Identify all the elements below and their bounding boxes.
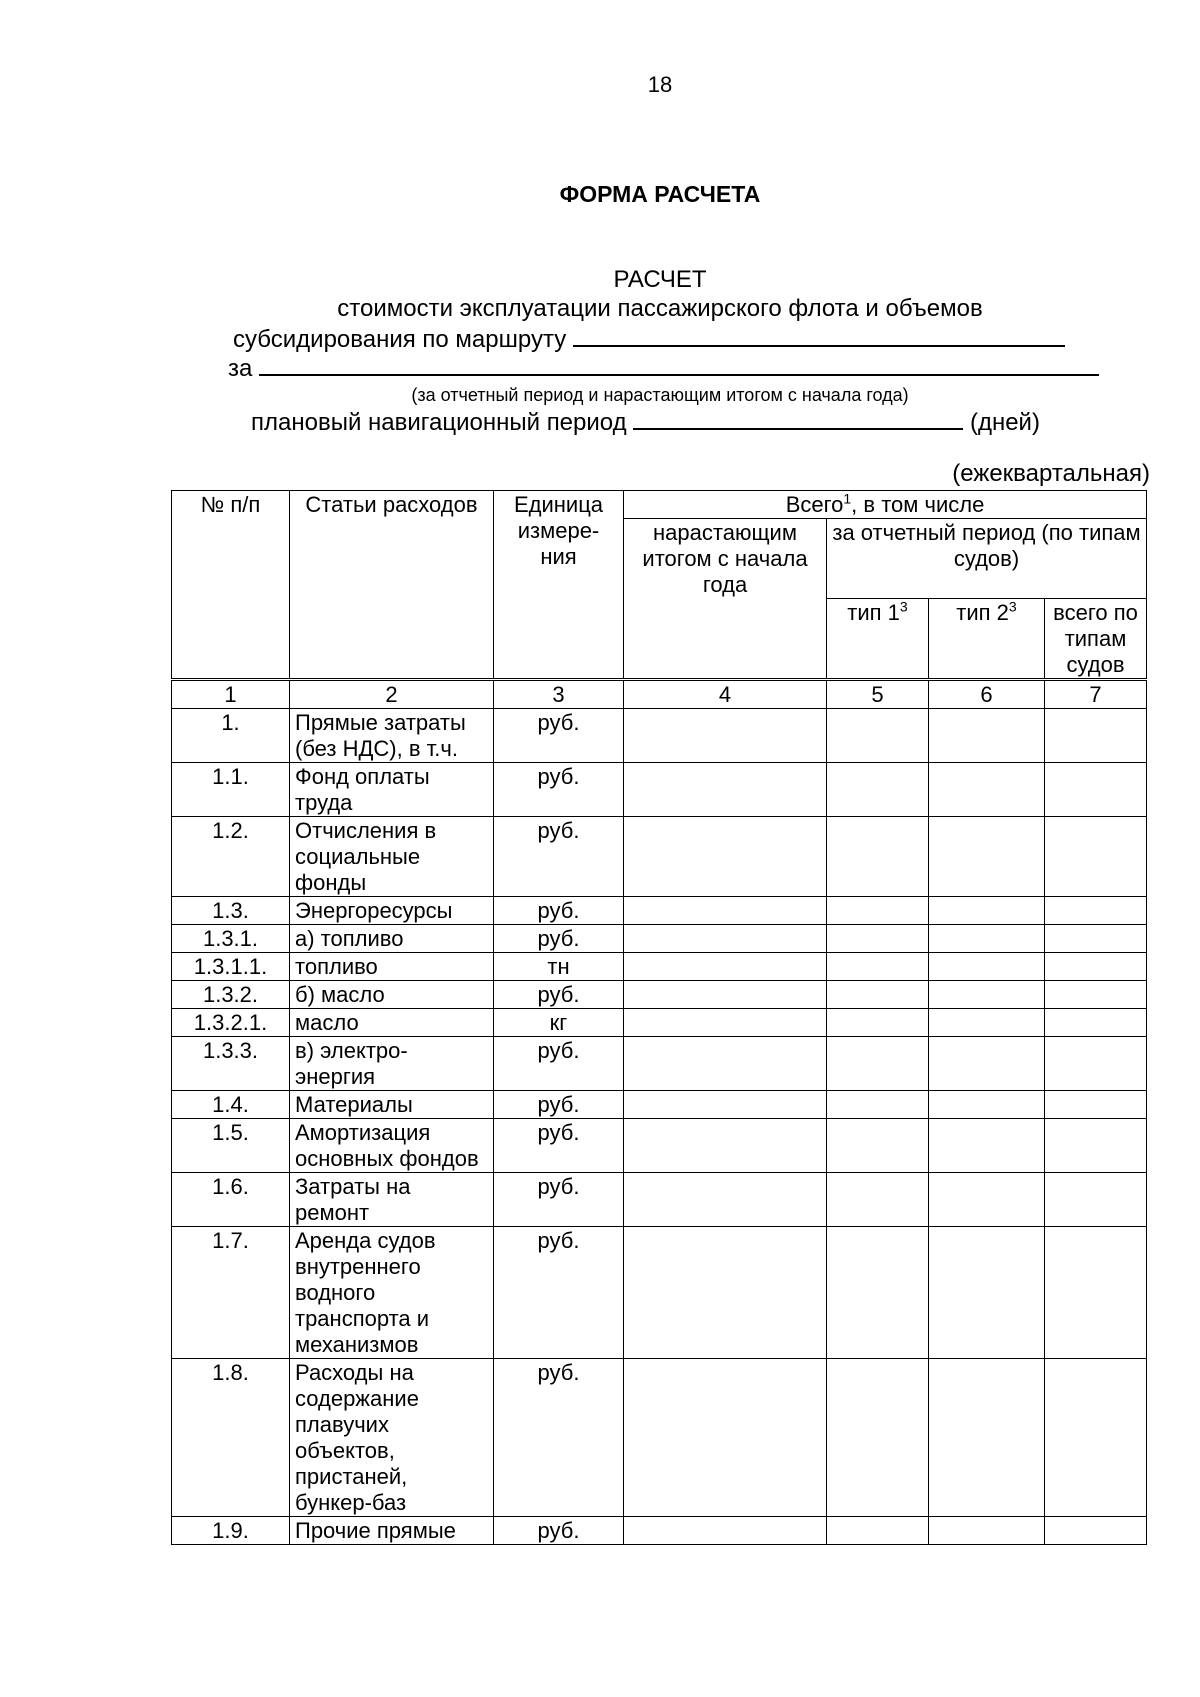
- frequency-label: (ежеквартальная): [952, 460, 1150, 487]
- value-cell-type-1[interactable]: [827, 925, 929, 953]
- row-unit: руб.: [494, 763, 624, 817]
- row-number: 1.3.2.1.: [172, 1009, 290, 1037]
- value-cell-all-types[interactable]: [1045, 1119, 1147, 1173]
- row-item: б) масло: [290, 981, 494, 1009]
- value-cell-cumulative[interactable]: [624, 953, 827, 981]
- table-row: [172, 1517, 1147, 1545]
- column-numbers-row: [172, 680, 1147, 709]
- value-cell-all-types[interactable]: [1045, 1227, 1147, 1359]
- table-row: [172, 897, 1147, 925]
- value-cell-type-1[interactable]: [827, 817, 929, 897]
- footnote-3-marker: 3: [1008, 598, 1017, 615]
- row-unit: руб.: [494, 709, 624, 763]
- value-cell-type-1[interactable]: [827, 763, 929, 817]
- value-cell-all-types[interactable]: [1045, 1037, 1147, 1091]
- row-item: Затраты на ремонт: [290, 1173, 494, 1227]
- value-cell-type-2[interactable]: [929, 1173, 1045, 1227]
- value-cell-type-2[interactable]: [929, 1037, 1045, 1091]
- table-row: [172, 981, 1147, 1009]
- period-label: за: [228, 355, 253, 382]
- table-row: [172, 817, 1147, 897]
- row-number: 1.7.: [172, 1227, 290, 1359]
- period-input-line[interactable]: [259, 374, 1099, 376]
- row-item: Расходы на содержание плавучих объектов, пристаней, бункер-баз: [290, 1359, 494, 1517]
- route-line: [233, 326, 1065, 354]
- value-cell-type-1[interactable]: [827, 1359, 929, 1517]
- row-unit: руб.: [494, 1173, 624, 1227]
- value-cell-cumulative[interactable]: [624, 1091, 827, 1119]
- header-type-1-label: тип 1: [847, 600, 900, 625]
- value-cell-cumulative[interactable]: [624, 1037, 827, 1091]
- value-cell-all-types[interactable]: [1045, 1009, 1147, 1037]
- heading-line-1: стоимости эксплуатации пассажирского флота и объемов: [337, 295, 983, 322]
- column-number: 5: [827, 680, 929, 709]
- header-type-2: [929, 599, 1045, 680]
- row-item: масло: [290, 1009, 494, 1037]
- table-row: [172, 1173, 1147, 1227]
- value-cell-type-2[interactable]: [929, 763, 1045, 817]
- value-cell-all-types[interactable]: [1045, 897, 1147, 925]
- row-number: 1.3.2.: [172, 981, 290, 1009]
- header-unit: Единица измере- ния: [494, 491, 624, 680]
- value-cell-type-1[interactable]: [827, 1037, 929, 1091]
- row-number: 1.8.: [172, 1359, 290, 1517]
- route-label: субсидирования по маршруту: [233, 326, 567, 353]
- row-number: 1.3.: [172, 897, 290, 925]
- column-number: 6: [929, 680, 1045, 709]
- row-item: Прочие прямые: [290, 1517, 494, 1545]
- value-cell-type-1[interactable]: [827, 981, 929, 1009]
- header-total-suffix: , в том числе: [851, 492, 985, 517]
- header-all-types: всего по типам судов: [1045, 599, 1147, 680]
- row-item: Энергоресурсы: [290, 897, 494, 925]
- row-unit: руб.: [494, 1119, 624, 1173]
- value-cell-cumulative[interactable]: [624, 925, 827, 953]
- table-row: [172, 1227, 1147, 1359]
- days-label: (дней): [969, 409, 1040, 436]
- row-item: Прямые затраты (без НДС), в т.ч.: [290, 709, 494, 763]
- column-number: 2: [290, 680, 494, 709]
- value-cell-type-2[interactable]: [929, 1359, 1045, 1517]
- row-item: а) топливо: [290, 925, 494, 953]
- navigation-period-line: [251, 409, 1040, 437]
- value-cell-cumulative[interactable]: [624, 1009, 827, 1037]
- value-cell-all-types[interactable]: [1045, 953, 1147, 981]
- row-unit: руб.: [494, 897, 624, 925]
- row-unit: руб.: [494, 1359, 624, 1517]
- value-cell-type-2[interactable]: [929, 897, 1045, 925]
- value-cell-type-1[interactable]: [827, 709, 929, 763]
- value-cell-type-1[interactable]: [827, 1119, 929, 1173]
- header-type-1: [827, 599, 929, 680]
- document-title: РАСЧЕТ: [613, 266, 707, 293]
- row-number: 1.: [172, 709, 290, 763]
- table-row: [172, 953, 1147, 981]
- header-period: за отчетный период (по типам судов): [827, 519, 1147, 599]
- value-cell-type-1[interactable]: [827, 1517, 929, 1545]
- row-item: Отчисления в социальные фонды: [290, 817, 494, 897]
- row-unit: руб.: [494, 1227, 624, 1359]
- row-number: 1.5.: [172, 1119, 290, 1173]
- row-item: Фонд оплаты труда: [290, 763, 494, 817]
- form-title: ФОРМА РАСЧЕТА: [559, 181, 761, 207]
- value-cell-type-2[interactable]: [929, 1009, 1045, 1037]
- value-cell-cumulative[interactable]: [624, 981, 827, 1009]
- header-row: [172, 491, 1147, 519]
- value-cell-cumulative[interactable]: [624, 817, 827, 897]
- table-row: [172, 709, 1147, 763]
- calculation-table: [171, 490, 1147, 1545]
- row-number: 1.3.1.: [172, 925, 290, 953]
- row-item: Аренда судов внутреннего водного транспорта и механизмов: [290, 1227, 494, 1359]
- table-row: [172, 1091, 1147, 1119]
- row-number: 1.9.: [172, 1517, 290, 1545]
- header-type-2-label: тип 2: [956, 600, 1009, 625]
- row-item: Материалы: [290, 1091, 494, 1119]
- row-unit: руб.: [494, 1517, 624, 1545]
- row-item: в) электро- энергия: [290, 1037, 494, 1091]
- value-cell-type-1[interactable]: [827, 1009, 929, 1037]
- row-number: 1.2.: [172, 817, 290, 897]
- table-row: [172, 1037, 1147, 1091]
- value-cell-type-1[interactable]: [827, 1227, 929, 1359]
- table-row: [172, 1119, 1147, 1173]
- row-number: 1.1.: [172, 763, 290, 817]
- value-cell-cumulative[interactable]: [624, 897, 827, 925]
- column-number: 4: [624, 680, 827, 709]
- row-item: Амортизация основных фондов: [290, 1119, 494, 1173]
- value-cell-all-types[interactable]: [1045, 709, 1147, 763]
- value-cell-all-types[interactable]: [1045, 981, 1147, 1009]
- value-cell-type-2[interactable]: [929, 981, 1045, 1009]
- row-unit: руб.: [494, 981, 624, 1009]
- period-hint: (за отчетный период и нарастающим итогом с начала года): [411, 385, 909, 405]
- row-item: топливо: [290, 953, 494, 981]
- header-num: № п/п: [172, 491, 290, 680]
- value-cell-cumulative[interactable]: [624, 1227, 827, 1359]
- row-unit: руб.: [494, 925, 624, 953]
- column-number: 1: [172, 680, 290, 709]
- table-row: [172, 925, 1147, 953]
- value-cell-all-types[interactable]: [1045, 1173, 1147, 1227]
- footnote-3-marker: 3: [899, 598, 908, 615]
- table-row: [172, 763, 1147, 817]
- row-number: 1.4.: [172, 1091, 290, 1119]
- period-line: [228, 355, 1099, 383]
- value-cell-type-1[interactable]: [827, 897, 929, 925]
- value-cell-type-2[interactable]: [929, 1091, 1045, 1119]
- value-cell-cumulative[interactable]: [624, 1119, 827, 1173]
- page-number: 18: [647, 72, 673, 97]
- value-cell-type-1[interactable]: [827, 1091, 929, 1119]
- value-cell-cumulative[interactable]: [624, 709, 827, 763]
- value-cell-type-2[interactable]: [929, 1119, 1045, 1173]
- value-cell-all-types[interactable]: [1045, 1359, 1147, 1517]
- row-unit: тн: [494, 953, 624, 981]
- value-cell-type-2[interactable]: [929, 709, 1045, 763]
- value-cell-type-2[interactable]: [929, 1227, 1045, 1359]
- header-cumulative: нарастающим итогом с начала года: [624, 519, 827, 680]
- row-unit: кг: [494, 1009, 624, 1037]
- row-unit: руб.: [494, 817, 624, 897]
- value-cell-all-types[interactable]: [1045, 817, 1147, 897]
- row-number: 1.3.1.1.: [172, 953, 290, 981]
- header-total: [624, 491, 1147, 519]
- value-cell-type-2[interactable]: [929, 925, 1045, 953]
- route-input-line[interactable]: [573, 345, 1065, 347]
- value-cell-all-types[interactable]: [1045, 763, 1147, 817]
- row-number: 1.6.: [172, 1173, 290, 1227]
- row-unit: руб.: [494, 1091, 624, 1119]
- table-row: [172, 1359, 1147, 1517]
- navigation-period-input-line[interactable]: [633, 428, 963, 430]
- value-cell-type-2[interactable]: [929, 1517, 1045, 1545]
- header-total-prefix: Всего: [785, 492, 844, 517]
- value-cell-cumulative[interactable]: [624, 1173, 827, 1227]
- value-cell-all-types[interactable]: [1045, 925, 1147, 953]
- value-cell-type-1[interactable]: [827, 1173, 929, 1227]
- value-cell-all-types[interactable]: [1045, 1517, 1147, 1545]
- header-items: Статьи расходов: [290, 491, 494, 680]
- column-number: 7: [1045, 680, 1147, 709]
- table-row: [172, 1009, 1147, 1037]
- column-number: 3: [494, 680, 624, 709]
- value-cell-all-types[interactable]: [1045, 1091, 1147, 1119]
- value-cell-cumulative[interactable]: [624, 1359, 827, 1517]
- footnote-1-marker: 1: [843, 490, 852, 507]
- navigation-period-label: плановый навигационный период: [251, 409, 627, 436]
- value-cell-type-1[interactable]: [827, 953, 929, 981]
- value-cell-cumulative[interactable]: [624, 1517, 827, 1545]
- row-number: 1.3.3.: [172, 1037, 290, 1091]
- value-cell-type-2[interactable]: [929, 953, 1045, 981]
- row-unit: руб.: [494, 1037, 624, 1091]
- value-cell-type-2[interactable]: [929, 817, 1045, 897]
- value-cell-cumulative[interactable]: [624, 763, 827, 817]
